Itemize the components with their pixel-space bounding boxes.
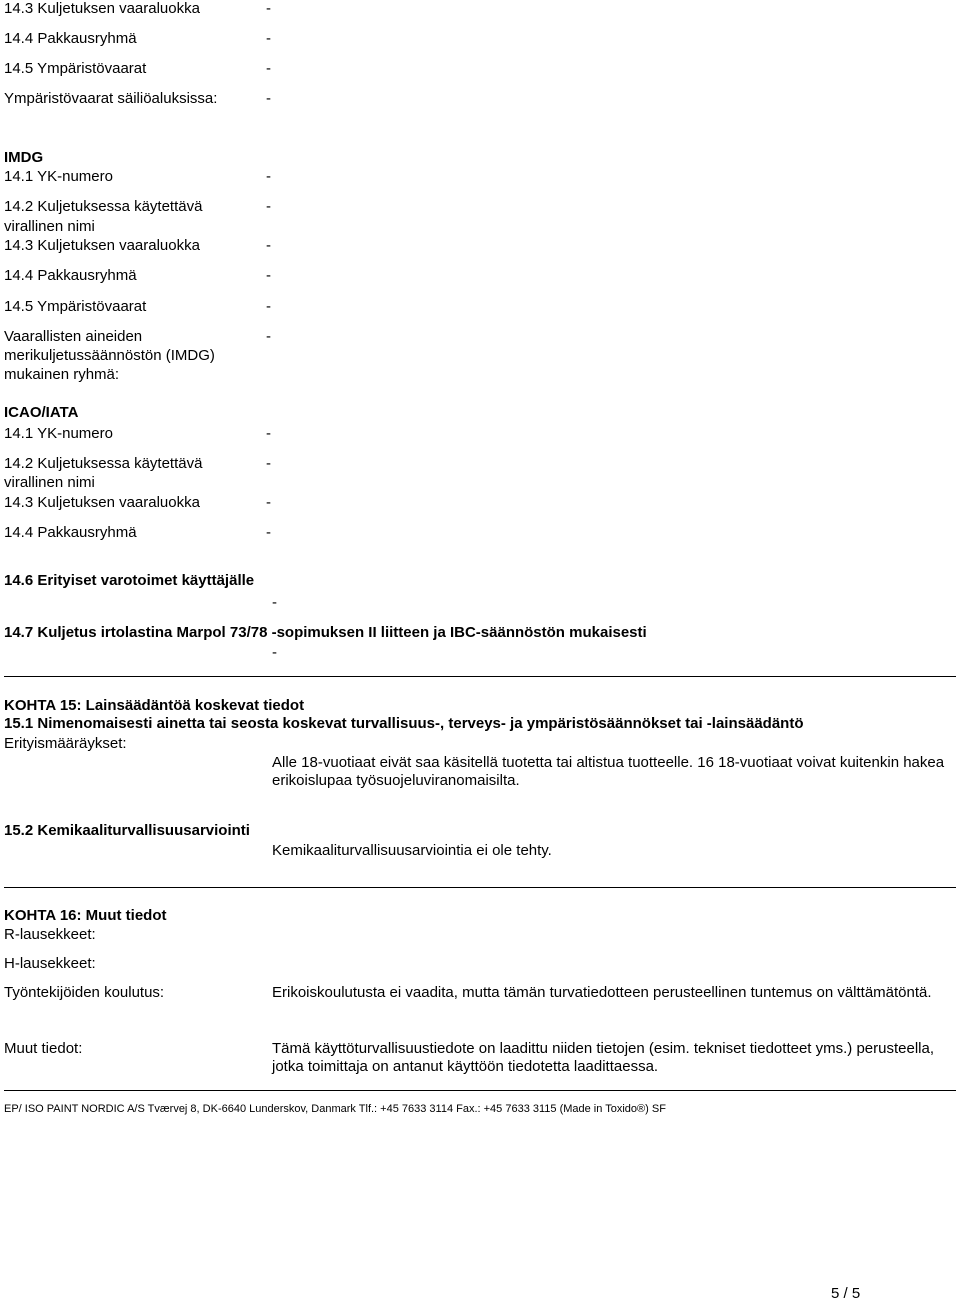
icao-un-label: 14.1 YK-numero	[4, 425, 113, 442]
icao-name-value: -	[266, 455, 271, 472]
s146-value: -	[272, 594, 277, 611]
special-provisions-label: Erityismääräykset:	[4, 735, 127, 752]
section15-sub2: 15.2 Kemikaaliturvallisuusarviointi	[4, 822, 250, 839]
divider	[4, 887, 956, 888]
training-label: Työntekijöiden koulutus:	[4, 984, 165, 1001]
imdg-hazard-class-value: -	[266, 237, 271, 254]
adn-tank-value: -	[266, 90, 271, 107]
imdg-group-label-2: merikuljetussäännöstön (IMDG)	[4, 347, 215, 364]
icao-packing-group-label: 14.4 Pakkausryhmä	[4, 524, 137, 541]
imdg-un-value: -	[266, 168, 271, 185]
r-phrases-label: R-lausekkeet:	[4, 926, 96, 943]
divider	[4, 676, 956, 677]
imdg-heading: IMDG	[4, 149, 44, 166]
imdg-environment-value: -	[266, 298, 271, 315]
icao-hazard-class-value: -	[266, 494, 271, 511]
imdg-hazard-class-label: 14.3 Kuljetuksen vaaraluokka	[4, 237, 200, 254]
icao-hazard-class-label: 14.3 Kuljetuksen vaaraluokka	[4, 494, 200, 511]
adn-packing-group-value: -	[266, 30, 271, 47]
adn-tank-label: Ympäristövaarat säiliöaluksissa:	[4, 90, 218, 107]
imdg-group-label-3: mukainen ryhmä:	[4, 366, 120, 383]
imdg-name-label-2: virallinen nimi	[4, 218, 95, 235]
imdg-group-value: -	[266, 328, 271, 345]
imdg-packing-group-value: -	[266, 267, 271, 284]
divider	[4, 1090, 956, 1091]
imdg-packing-group-label: 14.4 Pakkausryhmä	[4, 267, 137, 284]
adn-environment-label: 14.5 Ympäristövaarat	[4, 60, 147, 77]
icao-heading: ICAO/IATA	[4, 404, 79, 421]
adn-hazard-class-value: -	[266, 0, 271, 17]
special-provisions-text: Alle 18-vuotiaat eivät saa käsitellä tuotetta tai altistua tuotteelle. 16 18-vuotiaat voivat kuitenkin hakea erikoislupaa työsuojeluviranomaisilta.	[272, 754, 945, 789]
imdg-environment-label: 14.5 Ympäristövaarat	[4, 298, 147, 315]
h-phrases-label: H-lausekkeet:	[4, 955, 96, 972]
s147-heading: 14.7 Kuljetus irtolastina Marpol 73/78 -sopimuksen II liitteen ja IBC-säännöstön mukaisesti	[4, 624, 647, 641]
imdg-un-label: 14.1 YK-numero	[4, 168, 113, 185]
icao-name-label-2: virallinen nimi	[4, 474, 95, 491]
icao-name-label-1: 14.2 Kuljetuksessa käytettävä	[4, 455, 203, 472]
footer-company: EP/ ISO PAINT NORDIC A/S Tværvej 8, DK-6640 Lunderskov, Danmark Tlf.: +45 7633 3114 Fax.: +45 7633 3115 (Made in Toxido®) SF	[4, 1103, 666, 1115]
adn-environment-value: -	[266, 60, 271, 77]
page-number: 5 / 5	[831, 1285, 861, 1302]
imdg-group-label-1: Vaarallisten aineiden	[4, 328, 143, 345]
section15-sub2-text: Kemikaaliturvallisuusarviointia ei ole tehty.	[272, 842, 552, 859]
s147-value: -	[272, 644, 277, 661]
adn-hazard-class-label: 14.3 Kuljetuksen vaaraluokka	[4, 0, 200, 17]
training-text: Erikoiskoulutusta ei vaadita, mutta tämän turvatiedotteen perusteellinen tuntemus on välttämätöntä.	[272, 984, 932, 1001]
s146-heading: 14.6 Erityiset varotoimet käyttäjälle	[4, 572, 255, 589]
adn-packing-group-label: 14.4 Pakkausryhmä	[4, 30, 137, 47]
other-info-text: Tämä käyttöturvallisuustiedote on laadittu niiden tietojen (esim. tekniset tiedotteet yms.) perusteella, jotka toimittaja on antanut käyttöön tiedotetta laadittaessa.	[272, 1040, 935, 1075]
section15-sub1: 15.1 Nimenomaisesti ainetta tai seosta koskevat turvallisuus-, terveys- ja ympäristösäännökset tai -lainsäädäntö	[4, 715, 804, 732]
section15-heading: KOHTA 15: Lainsäädäntöä koskevat tiedot	[4, 697, 305, 714]
section16-heading: KOHTA 16: Muut tiedot	[4, 907, 167, 924]
icao-un-value: -	[266, 425, 271, 442]
other-info-label: Muut tiedot:	[4, 1040, 83, 1057]
imdg-name-value: -	[266, 198, 271, 215]
icao-packing-group-value: -	[266, 524, 271, 541]
imdg-name-label-1: 14.2 Kuljetuksessa käytettävä	[4, 198, 203, 215]
